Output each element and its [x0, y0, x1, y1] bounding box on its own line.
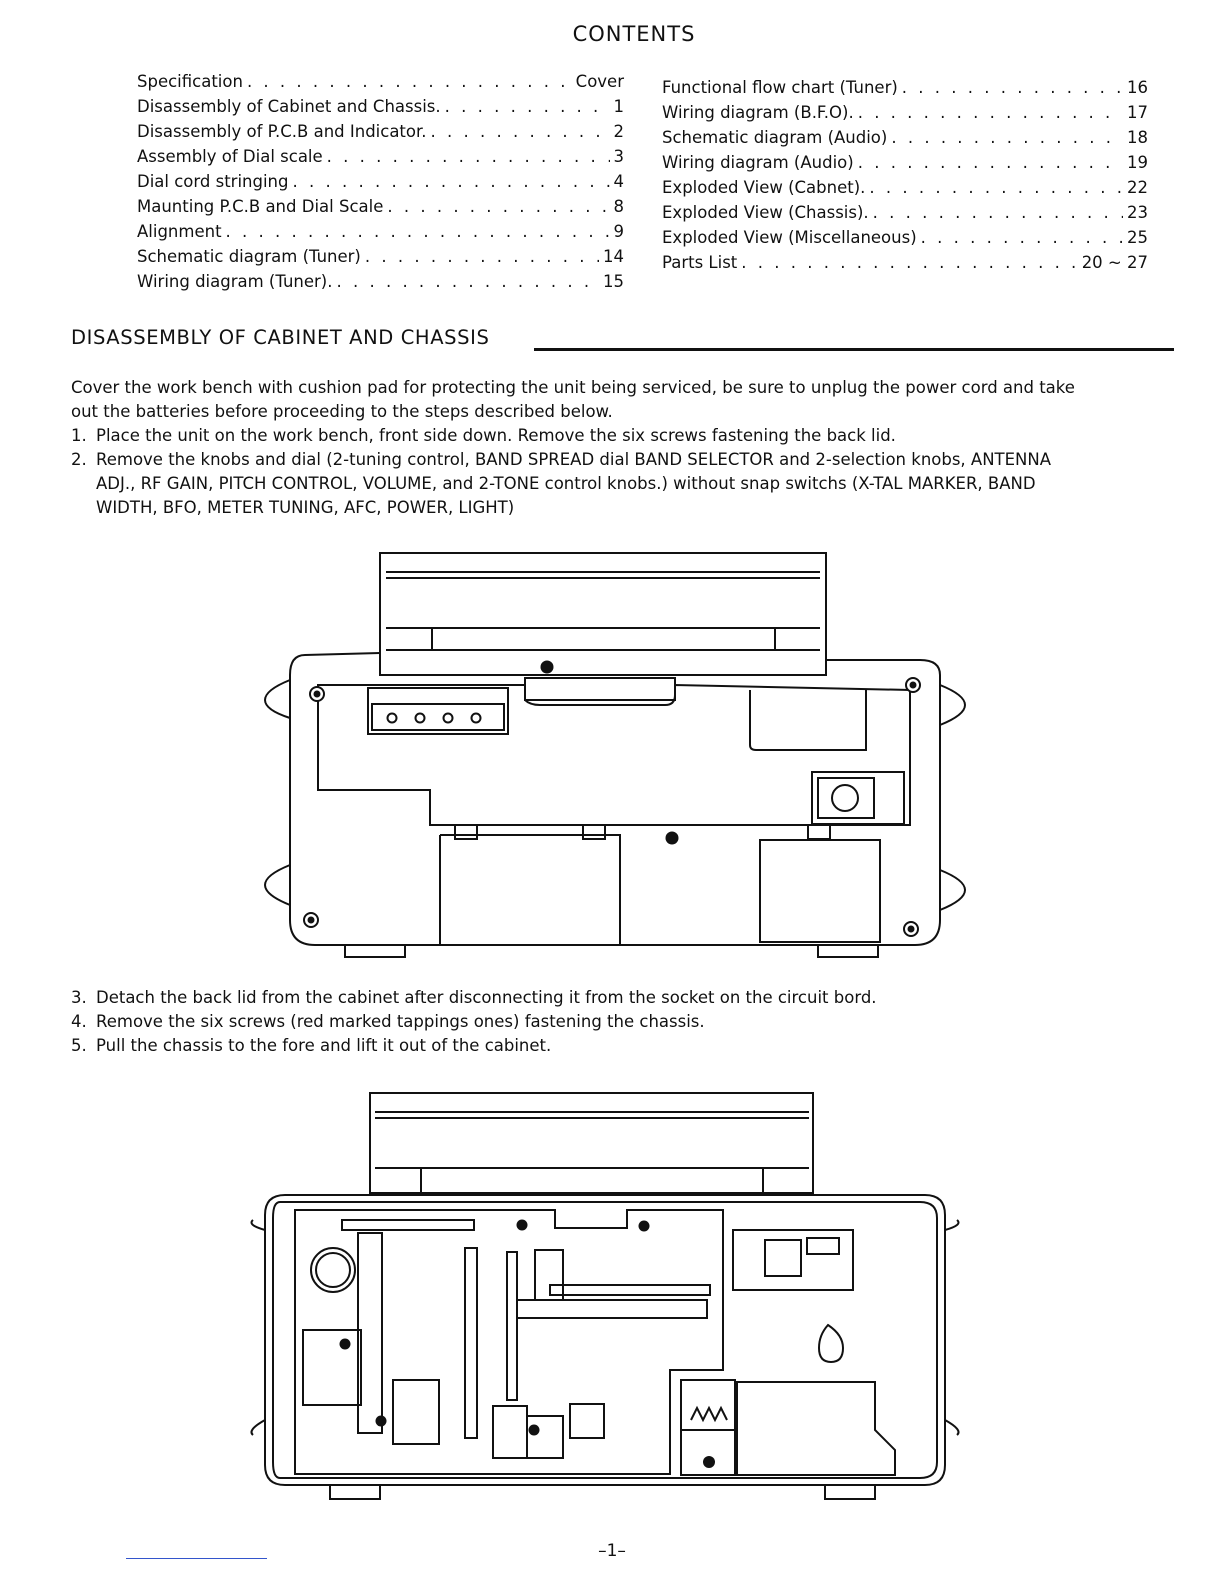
toc-entry-page: Cover [575, 72, 624, 91]
instruction-step [71, 1034, 1071, 1058]
toc-leader-dots [387, 197, 609, 216]
toc-entry[interactable] [137, 247, 624, 272]
toc-entry[interactable] [662, 153, 1148, 178]
toc-leader-dots [858, 103, 1123, 122]
toc-entry-label: Specification [137, 72, 243, 91]
page-title: CONTENTS [572, 22, 696, 46]
toc-leader-dots [869, 178, 1123, 197]
toc-entry-label: Schematic diagram (Tuner) [137, 247, 361, 266]
toc-entry-label: Wiring diagram (B.F.O). [662, 103, 854, 122]
step-number: 5. [71, 1036, 87, 1055]
toc-entry-page: 9 [613, 222, 624, 241]
toc-entry-label: Exploded View (Miscellaneous) [662, 228, 917, 247]
steps-list-a [71, 424, 1081, 520]
toc-leader-dots [741, 253, 1077, 272]
toc-entry-page: 22 [1127, 178, 1148, 197]
steps-list-b [71, 986, 1071, 1058]
toc-leader-dots [858, 153, 1123, 172]
toc-entry-page: 14 [603, 247, 624, 266]
toc-entry-page: 1 [613, 97, 624, 116]
toc-entry[interactable] [662, 128, 1148, 153]
step-text: Remove the knobs and dial (2-tuning control, BAND SPREAD dial BAND SELECTOR and 2-selection knobs, ANTENNA ADJ., RF GAIN, PITCH CONTROL, VOLUME, and 2-TONE control knobs.) without snap switchs (X-TAL MARKER, BAND WIDTH, BFO, METER TUNING, AFC, POWER, LIGHT) [96, 450, 1052, 517]
page-number: –1– [598, 1541, 626, 1561]
toc-entry[interactable] [137, 172, 624, 197]
toc-entry[interactable] [137, 147, 624, 172]
toc-entry-label: Schematic diagram (Audio) [662, 128, 888, 147]
toc-entry-label: Maunting P.C.B and Dial Scale [137, 197, 384, 216]
toc-leader-dots [293, 172, 610, 191]
instruction-step [71, 986, 1071, 1010]
toc-entry[interactable] [662, 78, 1148, 103]
instruction-step [71, 1010, 1071, 1034]
toc-entry-label: Parts List [662, 253, 738, 272]
step-text: Place the unit on the work bench, front side down. Remove the six screws fastening the back lid. [96, 426, 896, 445]
intro-paragraph: Cover the work bench with cushion pad for protecting the unit being serviced, be sure to unplug the power cord and take out the batteries before proceeding to the steps described below. [71, 378, 1075, 421]
toc-entry-label: Alignment [137, 222, 222, 241]
figure-back-lid [260, 550, 980, 970]
toc-entry-label: Wiring diagram (Tuner). [137, 272, 333, 291]
toc-entry[interactable] [137, 272, 624, 297]
instruction-step [71, 448, 1081, 520]
toc-entry-page: 2 [613, 122, 624, 141]
toc-entry-page: 17 [1127, 103, 1148, 122]
step-text: Pull the chassis to the fore and lift it out of the cabinet. [96, 1036, 552, 1055]
step-text: Remove the six screws (red marked tappings ones) fastening the chassis. [96, 1012, 705, 1031]
toc-entry-label: Dial cord stringing [137, 172, 289, 191]
toc-entry-page: 25 [1127, 228, 1148, 247]
toc-entry-page: 23 [1127, 203, 1148, 222]
step-number: 4. [71, 1012, 87, 1031]
footer-rule [126, 1558, 267, 1559]
section-heading: DISASSEMBLY OF CABINET AND CHASSIS [71, 326, 490, 349]
toc-entry-page: 8 [613, 197, 624, 216]
toc-entry-page: 20 ~ 27 [1081, 253, 1148, 272]
toc-left-column [137, 72, 624, 297]
toc-leader-dots [891, 128, 1123, 147]
toc-entry-label: Wiring diagram (Audio) [662, 153, 854, 172]
toc-leader-dots [445, 97, 610, 116]
step-number: 2. [71, 450, 87, 469]
toc-entry-page: 18 [1127, 128, 1148, 147]
toc-entry[interactable] [137, 97, 624, 122]
toc-entry-label: Disassembly of P.C.B and Indicator. [137, 122, 427, 141]
toc-entry-page: 4 [613, 172, 624, 191]
toc-leader-dots [336, 272, 599, 291]
toc-entry-label: Disassembly of Cabinet and Chassis. [137, 97, 441, 116]
section-heading-rule [534, 348, 1174, 351]
toc-entry[interactable] [137, 222, 624, 247]
toc-leader-dots [365, 247, 599, 266]
toc-entry[interactable] [662, 253, 1148, 278]
toc-entry-label: Functional flow chart (Tuner) [662, 78, 898, 97]
toc-entry-page: 16 [1127, 78, 1148, 97]
toc-entry-label: Assembly of Dial scale [137, 147, 323, 166]
toc-leader-dots [226, 222, 610, 241]
step-number: 3. [71, 988, 87, 1007]
toc-entry-page: 15 [603, 272, 624, 291]
toc-entry[interactable] [137, 72, 624, 97]
toc-entry-label: Exploded View (Chassis). [662, 203, 869, 222]
toc-entry-label: Exploded View (Cabnet). [662, 178, 866, 197]
toc-leader-dots [247, 72, 572, 91]
figure-chassis [245, 1090, 965, 1510]
toc-entry[interactable] [137, 122, 624, 147]
toc-entry-page: 3 [613, 147, 624, 166]
toc-entry[interactable] [137, 197, 624, 222]
toc-entry[interactable] [662, 103, 1148, 128]
toc-leader-dots [873, 203, 1123, 222]
toc-leader-dots [327, 147, 610, 166]
toc-leader-dots [921, 228, 1123, 247]
toc-leader-dots [431, 122, 610, 141]
step-text: Detach the back lid from the cabinet after disconnecting it from the socket on the circuit bord. [96, 988, 877, 1007]
toc-entry[interactable] [662, 203, 1148, 228]
instruction-step [71, 424, 1081, 448]
toc-entry[interactable] [662, 178, 1148, 203]
toc-right-column [662, 78, 1148, 278]
step-number: 1. [71, 426, 87, 445]
toc-leader-dots [902, 78, 1123, 97]
toc-entry-page: 19 [1127, 153, 1148, 172]
instructions-top [71, 376, 1081, 520]
toc-entry[interactable] [662, 228, 1148, 253]
